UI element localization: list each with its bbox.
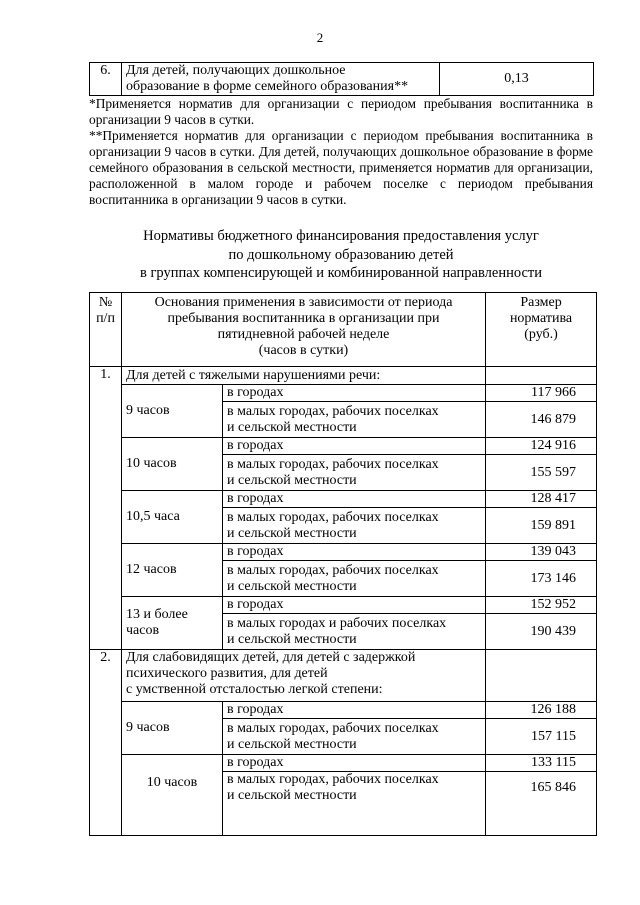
table-row [90,367,597,385]
location-cell [223,614,486,650]
header-basis [122,293,486,367]
value-cell: 139 043 [486,544,597,561]
location-cell [223,772,486,836]
header-text: Основания применения в зависимости от периода [154,295,453,310]
header-text: № [98,295,113,310]
title-line: по дошкольному образованию детей [228,246,454,263]
value-cell: 146 879 [486,402,597,438]
page-number: 2 [316,30,324,45]
table-row [90,438,597,455]
header-text: норматива [509,311,573,326]
location-text: и сельской местности [227,419,357,435]
location-text: в малых городах и рабочих поселках [227,615,447,631]
footnote-1: *Применяется норматив для организации с периодом пребывания воспитанника в организации 9 часов в сутки. [89,96,593,127]
empty-cell [486,650,597,702]
hours-cell: 10 часов [122,438,223,491]
hours-cell: 10,5 часа [122,491,223,544]
footnotes [89,96,593,208]
header-text: Размер [520,295,562,310]
norms-table [89,292,597,836]
location-text: в малых городах, рабочих поселках [227,509,439,525]
location-cell: в городах [223,438,486,455]
value-cell: 128 417 [486,491,597,508]
table-row [90,755,597,772]
hours-cell: 12 часов [122,544,223,597]
hours-text: 13 и более [126,607,188,622]
value-cell: 190 439 [486,614,597,650]
location-cell [223,402,486,438]
row-value: 0,13 [440,63,594,96]
value-cell: 133 115 [486,755,597,772]
location-cell: в городах [223,385,486,402]
value-cell: 159 891 [486,508,597,544]
location-cell [223,719,486,755]
value-cell: 165 846 [486,772,597,836]
table-row [90,385,597,402]
location-text: и сельской местности [227,788,357,803]
table-header [90,293,597,367]
row-label [122,63,440,96]
continuation-table [89,62,594,96]
location-text: в малых городах, рабочих поселках [227,456,439,472]
row-label-line: образование в форме семейного образования** [126,79,409,94]
location-text: и сельской местности [227,525,357,541]
location-text: и сельской местности [227,472,357,488]
table-row [90,702,597,719]
location-cell [223,508,486,544]
location-text: в малых городах, рабочих поселках [227,403,439,419]
location-text: в малых городах, рабочих поселках [227,562,439,578]
header-text: (руб.) [524,327,558,342]
title-line: Нормативы бюджетного финансирования предоставления услуг [143,228,539,244]
header-number [90,293,122,367]
location-cell: в городах [223,702,486,719]
hours-text: часов [126,623,160,638]
table-row [90,650,597,702]
section-number: 1. [90,367,122,650]
value-cell: 173 146 [486,561,597,597]
value-cell: 155 597 [486,455,597,491]
hours-cell [122,597,223,650]
section-heading-line: психического развития, для детей [126,666,328,681]
value-cell: 157 115 [486,719,597,755]
table-row [90,597,597,614]
hours-cell: 9 часов [122,702,223,755]
footnote-2: **Применяется норматив для организации с периодом пребывания воспитанника в организации 9 часов в сутки. Для детей, получающих дошкольное образование в форме семейного образования в сельской местности, применяется норматив для организации, расположенной в малом городе и рабочем поселке с периодом пребывания воспитанника в организации 9 часов в сутки. [89,128,593,207]
hours-cell: 10 часов [122,755,223,836]
location-text: в малых городах, рабочих поселках [227,772,439,787]
value-cell: 152 952 [486,597,597,614]
section-heading-line: Для слабовидящих детей, для детей с задержкой [126,650,416,665]
section-number: 2. [90,650,122,836]
table-row [90,491,597,508]
value-cell: 124 916 [486,438,597,455]
location-cell [223,561,486,597]
location-text: и сельской местности [227,736,357,752]
header-text: пребывания воспитанника в организации при [167,311,440,326]
table-row [90,63,594,96]
table-row [90,544,597,561]
header-size [486,293,597,367]
section-heading: Для детей с тяжелыми нарушениями речи: [122,367,486,385]
hours-cell: 9 часов [122,385,223,438]
location-cell [223,455,486,491]
row-number: 6. [90,63,122,96]
location-cell: в городах [223,544,486,561]
location-text: и сельской местности [227,578,357,594]
empty-cell [486,367,597,385]
header-text: п/п [96,311,115,326]
location-cell: в городах [223,755,486,772]
header-text: пятидневной рабочей неделе [217,327,390,342]
location-text: в малых городах, рабочих поселках [227,720,439,736]
location-cell: в городах [223,597,486,614]
value-cell: 126 188 [486,702,597,719]
location-text: и сельской местности [227,631,357,647]
section-heading-line: с умственной отсталостью легкой степени: [126,682,383,697]
value-cell: 117 966 [486,385,597,402]
section-heading [122,650,486,702]
header-text: (часов в сутки) [258,343,349,358]
row-label-line: Для детей, получающих дошкольное [126,63,346,78]
section-title [89,227,593,283]
title-line: в группах компенсирующей и комбинированной направленности [140,265,542,281]
location-cell: в городах [223,491,486,508]
